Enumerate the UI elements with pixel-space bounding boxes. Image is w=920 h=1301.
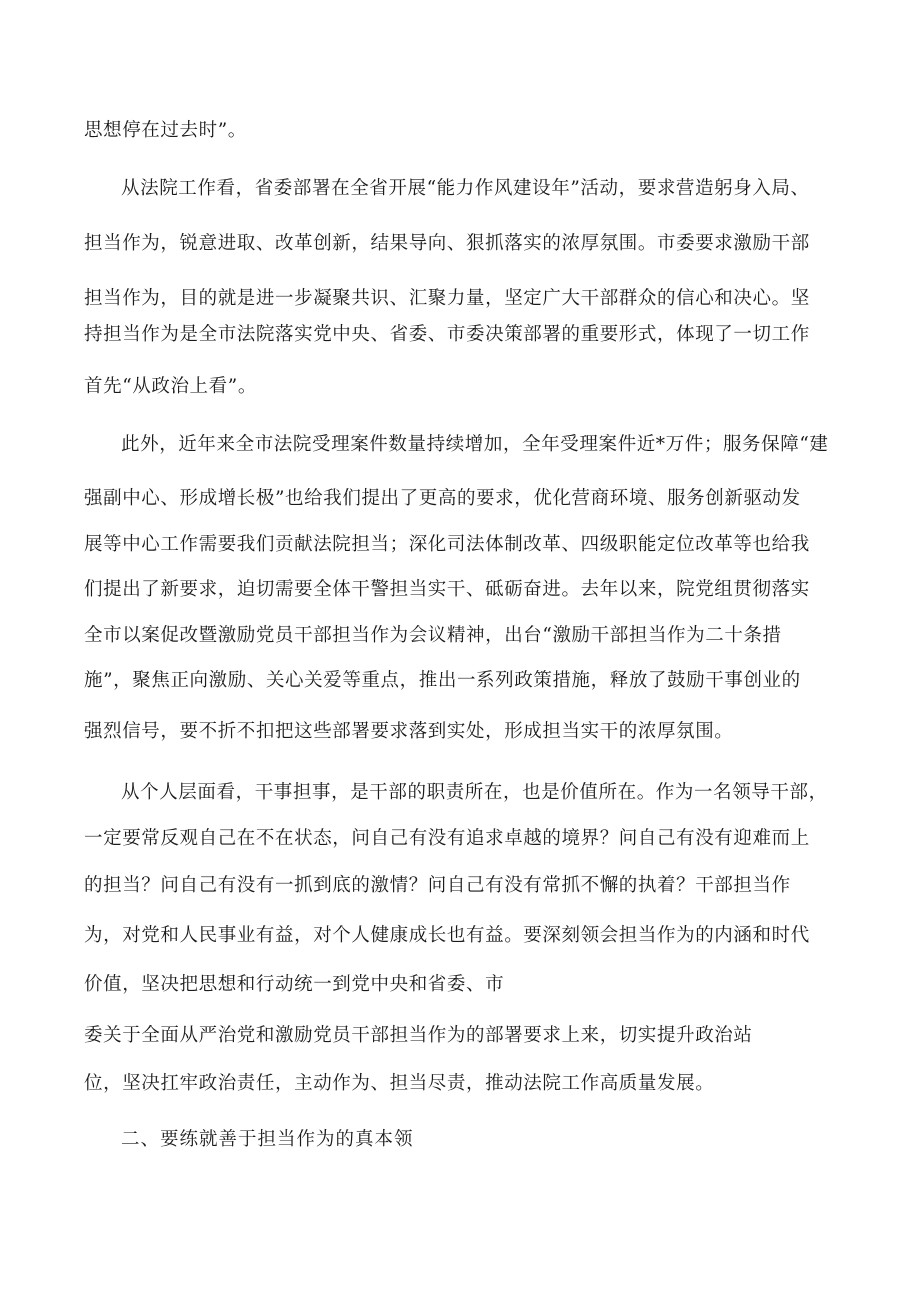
paragraph-line: 强副中心、形成增长极”也给我们提出了更高的要求，优化营商环境、服务创新驱动发	[84, 488, 801, 509]
paragraph-line: 从法院工作看，省委部署在全省开展“能力作风建设年”活动，要求营造躬身入局、	[121, 178, 810, 199]
paragraph-line: 为，对党和人民事业有益，对个人健康成长也有益。要深刻领会担当作为的内涵和时代	[84, 925, 810, 946]
paragraph-line: 们提出了新要求，迫切需要全体干警担当实干、砥砺奋进。去年以来，院党组贯彻落实	[84, 579, 810, 600]
paragraph-line: 的担当？问自己有没有一抓到底的激情？问自己有没有常抓不懈的执着？干部担当作	[84, 875, 791, 896]
paragraph-line: 位，坚决扛牢政治责任，主动作为、担当尽责，推动法院工作高质量发展。	[84, 1073, 715, 1094]
paragraph-line: 担当作为，目的就是进一步凝聚共识、汇聚力量，坚定广大干部群众的信心和决心。坚	[84, 288, 810, 309]
paragraph-line: 首先“从政治上看”。	[84, 376, 257, 397]
paragraph-line: 强烈信号，要不折不扣把这些部署要求落到实处，形成担当实干的浓厚氛围。	[84, 721, 734, 742]
paragraph-line: 展等中心工作需要我们贡献法院担当；深化司法体制改革、四级职能定位改革等也给我	[84, 534, 810, 555]
paragraph-line: 此外，近年来全市法院受理案件数量持续增加，全年受理案件近*万件；服务保障“建	[121, 434, 829, 455]
paragraph-line: 全市以案促改暨激励党员干部担当作为会议精神，出台“激励干部担当作为二十条措	[84, 625, 782, 646]
paragraph-line: 委关于全面从严治党和激励党员干部担当作为的部署要求上来，切实提升政治站	[84, 1025, 753, 1046]
paragraph-line: 从个人层面看，干事担事，是干部的职责所在，也是价值所在。作为一名领导干部，	[121, 782, 828, 803]
paragraph-line: 持担当作为是全市法院落实党中央、省委、市委决策部署的重要形式，体现了一切工作	[84, 324, 810, 345]
paragraph-line: 一定要常反观自己在不在状态，问自己有没有追求卓越的境界？问自己有没有迎难而上	[84, 828, 810, 849]
paragraph-line: 思想停在过去时”。	[84, 120, 247, 141]
paragraph-line: 担当作为，锐意进取、改革创新，结果导向、狠抓落实的浓厚氛围。市委要求激励干部	[84, 233, 810, 254]
paragraph-line: 施”，聚焦正向激励、关心关爱等重点，推出一系列政策措施，释放了鼓励干事创业的	[84, 670, 801, 691]
section-heading: 二、要练就善于担当作为的真本领	[121, 1129, 414, 1150]
paragraph-line: 价值，坚决把思想和行动统一到党中央和省委、市	[84, 974, 505, 995]
